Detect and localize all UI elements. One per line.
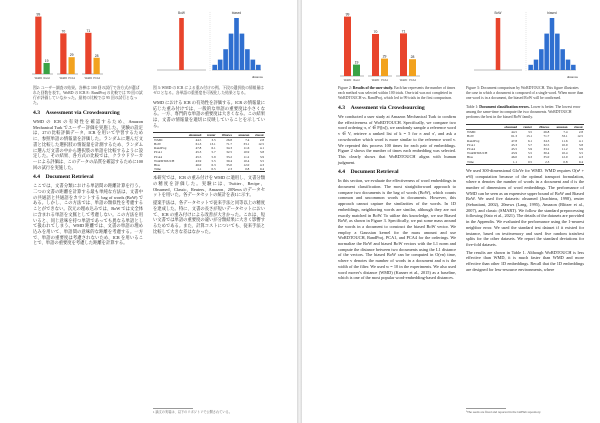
table-cell: 34.3	[543, 138, 550, 143]
table-cell: 33.1	[243, 141, 250, 146]
fig3-distance-label: distance	[566, 75, 578, 79]
fig2-bar	[35, 17, 41, 74]
table-row	[153, 167, 265, 172]
fig3-caption-text: Document comparison by WoRDTOUCH. This figure illustrates the case in which a document is composed of a single word. When more than one word is in a document, the biased RoW will be confirmed.	[466, 86, 584, 100]
sec43-title-ja: 4.3 Assessment via Crowdsourcing	[33, 110, 120, 116]
left-col-2	[153, 84, 265, 236]
table-caption-label: Table 1:	[466, 105, 479, 109]
table-cell: 10.9	[243, 150, 250, 155]
table-cell: 1.1	[183, 167, 203, 172]
fig2-caption-bold: Results of the user study.	[352, 86, 394, 90]
table-cell: 3.9	[259, 154, 264, 159]
fig3-caption-ja: 図 3: WMD の ICR による重み付けの例。下段の選択肢の情報量はゼロとなる。各単語の重要度を可視化した結果となる。	[153, 86, 265, 95]
fig3-bar	[528, 65, 533, 70]
table-cell: WMD	[154, 137, 163, 142]
fig3-bar	[256, 65, 261, 70]
table-cell: 10.4	[561, 151, 568, 156]
fig3-bar	[544, 34, 549, 70]
sec43-text-en: We conducted a user study at Amazon Mechanical Turk to confirm the effectiveness of WoRDTOUCH. Specifically, we compare two word ordering π, π′ ∈ P([n]), we randomly sample a reference word v ∈ V, retrieve a ranked list of k = 5 for π and π′, and ask a crowdworker which word is more similar to the reference word v. We repeated this process 100 times for each pair of embeddings. Figure 2 shows the number of times each embedding was selected. This clearly shows that WoRDTOUCH aligns with human judgment.	[338, 114, 456, 165]
fig2-bar-label: 19	[44, 58, 49, 63]
table-cell: 47.8	[511, 138, 517, 143]
table-cell: 45.3	[195, 150, 202, 155]
fig2-caption-ja: 図2: ユーザー調査の結果。各棒は 100 回の試行で各方式が選ばれた回数を表す。WoRD の ICR 8 : RandProj の比較では 70 回の試行が評価していなかった。最初の比較では 95 回の試行となった。	[33, 86, 143, 105]
fig2-tick-label: WoRD	[84, 77, 93, 80]
table-row	[466, 160, 584, 165]
fig3-chart-right	[472, 8, 580, 80]
table-cell: WoRDTOUCH	[154, 158, 175, 163]
table-cell: 4.1	[578, 138, 583, 143]
table-cell: Bias	[154, 162, 160, 167]
table-cell: 61.3	[195, 141, 202, 146]
fig2-bar-label: 28	[94, 53, 99, 58]
fig2-bar-label: 29	[69, 53, 74, 58]
table-cell: 33.1	[561, 134, 568, 139]
fig3-bar	[218, 60, 223, 70]
fig3-bar	[234, 18, 239, 70]
table-cell: BoW	[467, 134, 474, 139]
table-cell: 4.3	[259, 162, 264, 167]
fig2-bar	[344, 17, 351, 76]
fig3-chart-left	[155, 8, 265, 80]
table-cell: 3.5	[259, 158, 264, 163]
table-cell: 71.7	[543, 134, 550, 139]
fig3-caption-label: Figure 3:	[466, 86, 480, 90]
table-cell: 12.5	[258, 141, 264, 146]
table-cell: 32.5	[226, 150, 232, 155]
table-cell: 44.5	[195, 137, 202, 142]
fig3-bar	[245, 49, 250, 70]
table-cell: 44.5	[511, 130, 517, 135]
table-cell: 10.4	[243, 158, 250, 163]
fig2-tick-label: WoRD	[343, 79, 352, 82]
table-cell: 2.3	[217, 167, 233, 172]
table-cell: 3.5	[578, 151, 583, 156]
fig2-tick-label: PCA4	[93, 77, 101, 80]
table-cell: 30.4	[543, 151, 550, 156]
fig3-panel-label: biased	[231, 11, 242, 15]
sec44-text-ja: ここでは、文書分類における単語間の距離計算を行う。二つの文書の距離を計算する最も単純な方法は、文書中の共通語と共通語をカウントする bag of words (BoW) である。しかし、この方法では、単語の類似性を考慮することができない。次元の埋め込みでは、BoW では文全体に含まれる単語を文脈として考慮しない。この方法を用いると、同じ意味を持つ単語であっても異なる単語として扱われてしまう。WMD 距離では、文書の単語の埋め込みを用いて、単語間の意味的な距離を考慮する。一方で、単語の重要度は考慮されないため、ICR を用いることで、単語の重要度を考慮した距離を計算する。	[33, 183, 143, 246]
right-col-2	[466, 84, 584, 274]
sec43-title-en: 4.3 Assessment via Crowdsourcing	[338, 105, 425, 111]
table-cell: 12.0	[243, 162, 250, 167]
fig2-caption-text: Each bar represents the number of times each method was selected within 100 trials. One trial was not completed in WoRDTOUCH vs. RandProj, which led to 99 trials in the first comparison.	[338, 86, 456, 100]
table-cell: 46.0	[511, 155, 517, 160]
fig2-bar	[69, 57, 75, 74]
table-cell: 3.9	[578, 147, 583, 152]
table-cell: PCA1	[154, 150, 163, 155]
table-cell: 2.8	[259, 137, 264, 142]
table-cell: 43.9	[511, 151, 517, 156]
fig2-bar	[44, 63, 50, 74]
table-cell: 3.5	[527, 130, 533, 135]
sec44-text-en: In this section, we evaluate the effectiveness of word embeddings in document classification. The most straightforward approach to compare two documents is the bag of words (BoW), which counts common and uncommon words in documents. However, this approach cannot capture the similarities of the words. In 1D embeddings, neighboring words are similar, although they are not exactly matched in BoW. To utilize this knowledge, we use Biased BoW, as shown in Figure 3. Specifically, we put some mass around the words in a document to construct the biased BoW vector. We employ a Gaussian kernel for the mass amount and use WoRDTOUCH, RandProj, PCA1, and PCA4 for the orderings. We normalize the BoW and biased BoW vectors with the L1 norm and compute the distance between two documents using the L1 distance of the vectors. The biased BoW can be computed in O(vn) time, where v denotes the number of words in a document and n is the width of the filter. We used w = 10 in the experiments. We also used word mover's distance (WMD) (Kusner et al., 2015) as a baseline, which is one of the most popular word-embedding-based distances.	[338, 178, 456, 281]
table-cell: 45.5	[511, 147, 517, 152]
table-cell: 5.7	[527, 142, 533, 147]
table-cell: 13.1	[209, 141, 216, 146]
fig2-bar-label: 99	[345, 12, 350, 17]
table-cell: PCA4	[154, 154, 163, 159]
fig3-bar	[251, 60, 256, 70]
table-right	[466, 124, 584, 165]
fig2-bar	[381, 59, 388, 76]
table-cell: 0.4	[250, 167, 265, 172]
table-cell: 12.0	[561, 155, 568, 160]
fig2-bar-label: 71	[401, 29, 406, 34]
fig2-bar	[400, 33, 407, 76]
footnote-en	[466, 408, 584, 414]
table-header-cell: classic	[250, 132, 265, 137]
col2-text2-en: The results are shown in Table 1. Although WoRDTOUCH is less effective than WMD, it is much faster than WMD and more effective than other 1D embeddings. Recall that the 1D embeddings are designed for less-resource environments, where	[466, 249, 584, 272]
left-page	[0, 0, 297, 423]
fig2-bar-label: 70	[61, 29, 66, 34]
table-cell: 61.3	[511, 134, 517, 139]
table-cell: 0.8	[550, 160, 568, 165]
fig2-bar	[60, 33, 66, 74]
fig3-bar	[539, 49, 544, 70]
footnote-en-text: ¹The seeds are fixed and reported in the GitHub repository.	[466, 410, 542, 414]
fig3-left-svg	[155, 8, 265, 80]
table-cell: 35.0	[226, 162, 232, 167]
table-cell: 6.1	[211, 146, 216, 151]
fig2-bar	[409, 59, 416, 76]
table-cell: 32.5	[543, 142, 550, 147]
table-cell: 0.5	[518, 160, 533, 165]
table-cell: 13.1	[526, 134, 533, 139]
fig3-panel-label: BoW	[494, 11, 502, 15]
table-cell: RandProj	[467, 138, 480, 143]
fig2-bar-label: 29	[382, 54, 387, 59]
table-cell: 6.1	[527, 138, 533, 143]
table-header-cell: ohsumed	[497, 125, 518, 130]
fig3-bar	[496, 18, 501, 70]
table-cell: 4.3	[578, 155, 583, 160]
table-cell: 1.1	[497, 160, 518, 165]
fig3-bar	[566, 60, 571, 70]
fig2-bar-label: 70	[373, 30, 378, 34]
table-cell: Time	[153, 167, 183, 172]
table-cell: 26.8	[226, 137, 232, 142]
fig2-bar-label: 19	[354, 60, 359, 65]
table-caption-bold: Document classification errors.	[479, 105, 530, 109]
fig2-tick-label: WoRD	[399, 79, 408, 82]
table-cell: 3.8	[578, 142, 583, 147]
col2-text-en: We used 300-dimensional GloVe for WMD. WMD requires O(n³ + n²d) computation because of the optimal transport formulation, where n denotes the number of words in a document and d is the number of dimensions of word embeddings. The performance of WMD can be seen as an expensive upper bound of BoW and Biased BoW. We used five datasets: ohsumed (Joachims, 1998), reuter (Sebastiani, 2002), 20news (Lang, 1995), Amazon (Blitzer et al., 2007), and classic (SMART). We follow the standard preprocessing following (Sato et al., 2021). The details of the datasets are provided in the Appendix. We evaluated the performance using the 1-nearest neighbor error. We used the standard test dataset if it existed for instance, based on test/memory and used five random train/test splits for the other datasets. We report the standard deviations for five-fold datasets.	[466, 167, 584, 247]
sec43-text-ja: WMD の ICR の有効性を確認するため、Amazon Mechanical Turk でユーザー評価を実施した。実験の設定は、27の比較評価データ、ICR を用いて学習するために、参照単語の情報量を評価した。ランダムに選んだ文書と比較した選択肢の情報量を計測するため、ランダムに選んだ文書の中から選択肢の単語を比較するように設定した。その結果、各方式の比較では、クラウドワーカーによる評価は、このデータの品質を確認するために100回の試行を実施した。	[33, 119, 143, 170]
footnote-ja	[153, 408, 265, 414]
table-cell: 0.4	[569, 160, 584, 165]
fig2-bar-label: 99	[36, 12, 41, 17]
table-cell: 33.2	[543, 147, 550, 152]
table-cell: 11.6	[561, 138, 568, 143]
fig3-bar	[212, 65, 217, 70]
table-left	[153, 132, 265, 173]
table-header-cell: reuter	[202, 132, 216, 137]
table-cell: 12.5	[577, 134, 583, 139]
sec44-title-en: 4.4 Document Retrieval	[338, 169, 399, 176]
fig2-tick-label: WoRD	[34, 77, 43, 80]
fig3-distance-label: distance	[251, 75, 263, 79]
table-cell: 46.0	[195, 162, 202, 167]
table-cell: 71.7	[226, 141, 232, 146]
table-cell: 45.3	[511, 142, 517, 147]
fig3-bar	[571, 65, 576, 70]
table-cell: 5.9	[211, 154, 216, 159]
fig2-tick-label: PCA4	[409, 79, 416, 82]
table-cell: 6.3	[211, 162, 216, 167]
table-cell: 35.0	[543, 155, 550, 160]
table-caption-en	[466, 105, 584, 120]
table-cell: 7.4	[245, 137, 250, 142]
fig3-caption-en	[466, 86, 584, 101]
table-cell: 4.1	[259, 146, 264, 151]
sec44-title-ja: 4.4 Document Retrieval	[33, 174, 94, 181]
fig3-bar	[229, 34, 234, 70]
fig2-right-svg	[338, 10, 422, 82]
table-cell: 0.8	[233, 167, 250, 172]
table-header-cell: amazon	[550, 125, 568, 130]
table-cell: WoRDTOUCH	[467, 151, 488, 156]
table-cell: 5.5	[211, 158, 216, 163]
table-cell: 2.3	[533, 160, 550, 165]
fig3-bar	[534, 60, 539, 70]
fig3-bar	[179, 18, 184, 70]
table-cell: 34.3	[226, 146, 232, 151]
table-cell: 5.5	[527, 151, 533, 156]
table-header-cell: 20news	[533, 125, 550, 130]
footnote-ja-text: 1 論文の実装は、以下のリポジトリで公開されている。	[153, 410, 232, 414]
fig2-chart-right	[338, 10, 422, 82]
table-cell: 6.3	[527, 155, 533, 160]
fig3-right-svg	[472, 8, 580, 80]
table-caption-text: Lower is better. The lowest error among the same-time in compute the two documents. WoRDTOUCH performs the best in the biased BoW family.	[466, 105, 581, 119]
fig3-bar	[550, 18, 555, 70]
table-cell: 33.2	[226, 154, 232, 159]
table-en	[466, 124, 584, 165]
col2-text-mid-ja: 本研究では、ICR の重み付けを WMD に適用し、文書分類の精度を評価した。実験には、Twitter、Recipe、Ohsumed、Classic、Reuters、Amazon、20News のデータセットを用いた。各データセットの統計を表1に示す。	[153, 175, 265, 198]
table-cell: Time	[466, 160, 497, 165]
fig2-caption-en	[338, 86, 456, 101]
table-cell: PCA1	[467, 142, 476, 147]
fig2-left-svg	[30, 10, 105, 80]
table-cell: Bias	[467, 155, 473, 160]
fig3-bar	[240, 34, 245, 70]
fig3-panel-label: biased	[547, 11, 557, 15]
fig2-tick-label: PCA1	[68, 77, 76, 80]
fig2-bar	[372, 34, 379, 76]
fig2-bar	[85, 33, 91, 74]
left-col-1	[33, 84, 143, 248]
fig2-bar-label: 28	[410, 55, 415, 60]
table-cell: 26.8	[543, 130, 550, 135]
fig2-chart-left	[30, 10, 105, 80]
table-cell: BoW	[154, 141, 161, 146]
table-cell: 11.2	[561, 147, 568, 152]
right-page	[302, 0, 600, 423]
fig2-caption-label: Figure 2:	[338, 86, 352, 90]
fig3-bar	[555, 34, 560, 70]
fig2-bar	[353, 65, 360, 76]
fig3-bar	[223, 49, 228, 70]
table-header-cell: reuter	[518, 125, 533, 130]
table-cell: 7.4	[563, 130, 568, 135]
table-cell: 43.9	[195, 158, 202, 163]
table-cell: 5.7	[211, 150, 216, 155]
fig2-tick-label: WoRD	[371, 79, 380, 82]
table-cell: 2.8	[578, 130, 583, 135]
table-cell: 47.8	[195, 146, 202, 151]
table-cell: 3.5	[211, 137, 216, 142]
right-col-1	[338, 84, 456, 283]
table-cell: 5.9	[527, 147, 533, 152]
fig2-tick-label: WoRD	[59, 77, 68, 80]
table-cell: 10.9	[561, 142, 568, 147]
table-cell: 3.8	[259, 150, 264, 155]
table-cell: 0.5	[202, 167, 216, 172]
fig2-bar	[94, 58, 100, 74]
table-cell: 11.6	[243, 146, 250, 151]
fig3-bar	[560, 49, 565, 70]
table-cell: 11.2	[243, 154, 250, 159]
table-cell: 45.5	[195, 154, 202, 159]
table-header-cell: classic	[569, 125, 584, 130]
fig3-panel-label: BoW	[178, 11, 185, 15]
fig2-tick-label: Rand	[353, 79, 360, 82]
col2-text-top-ja: WMD における ICR の有効性を評価する。ICR の情報量に応じた重み付けでは、一般的な単語の重要度は小さくなる。一方、専門的な単語の重要度は大きくなる。この結果は、文書の情報量を適切に反映していることを示している。	[153, 100, 265, 128]
table-cell: WMD	[467, 130, 476, 135]
table-ja	[153, 132, 265, 173]
table-header-cell: amazon	[233, 132, 250, 137]
col2-text-bottom-ja: 提案手法は、各データセットで従来手法と同等以上の精度を達成した。特に、文書の長さが短いデータセットにおいて、ICR の重み付けによる改善が大きかった。これは、短い文書では単語の重要度の違いが分類結果に大きく影響するためである。また、計算コストについても、従来手法と比較して大きな差はなかった。	[153, 200, 265, 234]
table-cell: RandProj	[154, 146, 167, 151]
fig2-tick-label: Rand	[43, 77, 50, 80]
table-cell: 30.4	[226, 158, 232, 163]
fig2-bar-label: 71	[86, 28, 91, 33]
table-header-cell: ohsumed	[183, 132, 203, 137]
table-header-cell: 20news	[217, 132, 233, 137]
table-cell: PCA4	[467, 147, 476, 152]
fig2-tick-label: PCA1	[381, 79, 388, 82]
